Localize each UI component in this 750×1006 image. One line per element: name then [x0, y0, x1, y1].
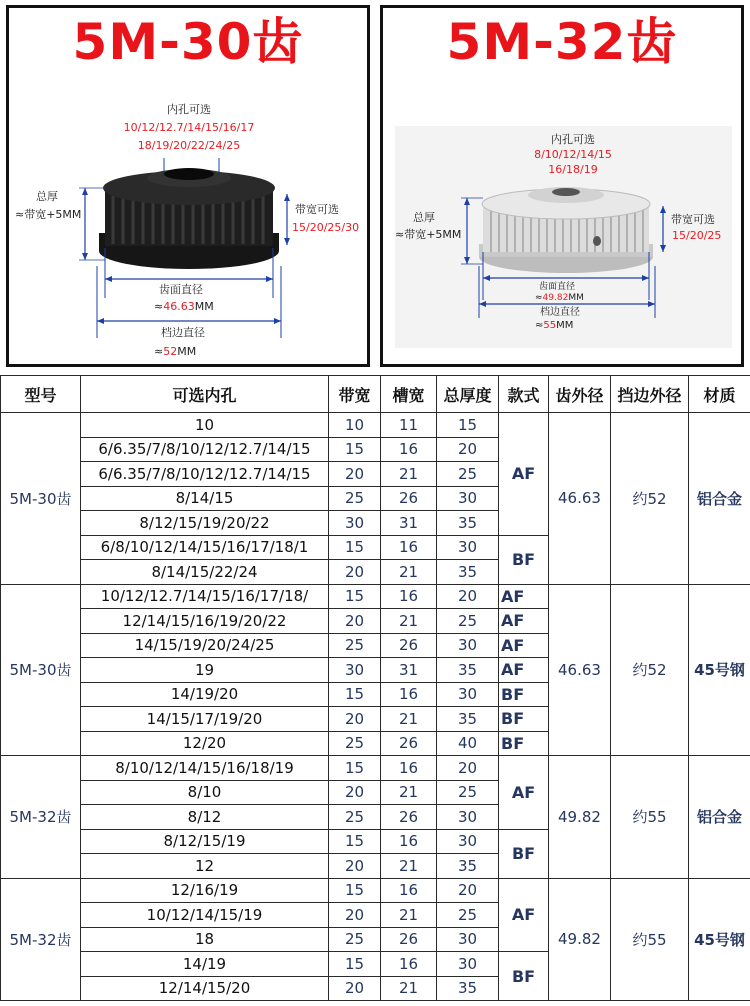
header-total-thickness: 总厚度 — [437, 376, 499, 413]
model-cell: 5M-30齿 — [1, 584, 81, 756]
thickness-cell: 30 — [437, 633, 499, 658]
thickness-cell: 20 — [437, 437, 499, 462]
header-tooth-od: 齿外径 — [549, 376, 611, 413]
style-cell: BF — [499, 829, 549, 878]
table-row — [1, 413, 750, 438]
spec-table — [0, 375, 750, 1001]
bore-line-1: 10/12/12.7/14/15/16/17 — [123, 121, 255, 134]
header-groove-width: 槽宽 — [381, 376, 437, 413]
bore-cell: 8/10/12/14/15/16/18/19 — [81, 756, 329, 781]
thickness-cell: 40 — [437, 731, 499, 756]
table-row — [1, 756, 750, 781]
groove-width-cell: 21 — [381, 560, 437, 585]
panel-title: 5M-32齿 — [446, 13, 678, 71]
tooth-od-cell: 49.82 — [549, 878, 611, 1001]
style-cell: BF — [499, 535, 549, 584]
style-cell: BF — [499, 731, 549, 756]
bore-line-2: 16/18/19 — [548, 163, 598, 176]
belt-width-cell: 20 — [329, 560, 381, 585]
belt-width-cell: 20 — [329, 976, 381, 1001]
tooth-dia-label: 齿面直径 — [159, 283, 203, 296]
belt-width-cell: 30 — [329, 511, 381, 536]
style-cell: AF — [499, 658, 549, 683]
header-model: 型号 — [1, 376, 81, 413]
thickness-cell: 30 — [437, 952, 499, 977]
groove-width-cell: 16 — [381, 829, 437, 854]
bore-cell: 8/10 — [81, 780, 329, 805]
bore-cell: 12/14/15/16/19/20/22 — [81, 609, 329, 634]
bore-heading: 内孔可选 — [551, 133, 595, 146]
model-cell: 5M-30齿 — [1, 413, 81, 585]
table-header-row — [1, 376, 750, 413]
material-cell: 铝合金 — [689, 413, 750, 585]
material-cell: 45号钢 — [689, 878, 750, 1001]
bore-line-2: 18/19/20/22/24/25 — [137, 139, 241, 152]
tooth-od-cell: 49.82 — [549, 756, 611, 879]
belt-width-cell: 15 — [329, 829, 381, 854]
belt-width-cell: 10 — [329, 413, 381, 438]
bore-cell: 14/19/20 — [81, 682, 329, 707]
flange-dia-value: ≈52MM — [154, 345, 197, 358]
belt-width-cell: 30 — [329, 658, 381, 683]
belt-width-cell: 15 — [329, 437, 381, 462]
belt-width-cell: 20 — [329, 854, 381, 879]
bore-cell: 8/14/15 — [81, 486, 329, 511]
thickness-cell: 35 — [437, 658, 499, 683]
style-cell: AF — [499, 584, 549, 609]
thickness-value: ≈带宽+5MM — [395, 228, 462, 241]
header-material: 材质 — [689, 376, 750, 413]
bore-cell: 10/12/12.7/14/15/16/17/18/ — [81, 584, 329, 609]
bore-cell: 19 — [81, 658, 329, 683]
tooth-od-cell: 46.63 — [549, 413, 611, 585]
bore-cell: 10/12/14/15/19 — [81, 903, 329, 928]
style-cell: BF — [499, 707, 549, 732]
header-bore: 可选内孔 — [81, 376, 329, 413]
groove-width-cell: 16 — [381, 437, 437, 462]
belt-width-cell: 20 — [329, 903, 381, 928]
material-cell: 铝合金 — [689, 756, 750, 879]
bore-cell: 6/6.35/7/8/10/12/12.7/14/15 — [81, 462, 329, 487]
thickness-cell: 35 — [437, 707, 499, 732]
style-cell: AF — [499, 413, 549, 536]
belt-width-cell: 20 — [329, 780, 381, 805]
thickness-cell: 20 — [437, 756, 499, 781]
bore-cell: 6/8/10/12/14/15/16/17/18/1 — [81, 535, 329, 560]
panel-title: 5M-30齿 — [72, 13, 304, 71]
style-cell: AF — [499, 609, 549, 634]
thickness-cell: 25 — [437, 780, 499, 805]
groove-width-cell: 16 — [381, 682, 437, 707]
bore-cell: 8/14/15/22/24 — [81, 560, 329, 585]
groove-width-cell: 26 — [381, 731, 437, 756]
groove-width-cell: 21 — [381, 903, 437, 928]
bore-line-1: 8/10/12/14/15 — [534, 148, 612, 161]
header-flange-od: 挡边外径 — [611, 376, 689, 413]
groove-width-cell: 21 — [381, 707, 437, 732]
width-value: 15/20/25/30 — [292, 221, 360, 234]
groove-width-cell: 31 — [381, 511, 437, 536]
thickness-cell: 25 — [437, 903, 499, 928]
belt-width-cell: 25 — [329, 805, 381, 830]
tooth-dia-value: ≈49.82MM — [535, 293, 584, 303]
table-row — [1, 878, 750, 903]
flange-od-cell: 约52 — [611, 584, 689, 756]
groove-width-cell: 21 — [381, 854, 437, 879]
bore-cell: 8/12/15/19 — [81, 829, 329, 854]
bore-cell: 6/6.35/7/8/10/12/12.7/14/15 — [81, 437, 329, 462]
header-belt-width: 带宽 — [329, 376, 381, 413]
groove-width-cell: 16 — [381, 584, 437, 609]
bore-cell: 18 — [81, 927, 329, 952]
groove-width-cell: 16 — [381, 756, 437, 781]
bore-cell: 14/19 — [81, 952, 329, 977]
thickness-cell: 30 — [437, 486, 499, 511]
style-cell: AF — [499, 756, 549, 830]
belt-width-cell: 15 — [329, 535, 381, 560]
belt-width-cell: 15 — [329, 756, 381, 781]
bore-cell: 12/14/15/20 — [81, 976, 329, 1001]
groove-width-cell: 16 — [381, 878, 437, 903]
thickness-label: 总厚 — [413, 211, 435, 224]
belt-width-cell: 25 — [329, 731, 381, 756]
tooth-od-cell: 46.63 — [549, 584, 611, 756]
flange-dia-label: 档边直径 — [161, 326, 205, 339]
width-label: 带宽可选 — [671, 213, 715, 226]
bore-cell: 8/12/15/19/20/22 — [81, 511, 329, 536]
groove-width-cell: 26 — [381, 633, 437, 658]
groove-width-cell: 21 — [381, 462, 437, 487]
thickness-cell: 30 — [437, 927, 499, 952]
groove-width-cell: 11 — [381, 413, 437, 438]
bore-cell: 12/20 — [81, 731, 329, 756]
groove-width-cell: 26 — [381, 927, 437, 952]
groove-width-cell: 26 — [381, 805, 437, 830]
thickness-cell: 35 — [437, 560, 499, 585]
belt-width-cell: 25 — [329, 486, 381, 511]
style-cell: AF — [499, 878, 549, 952]
width-value: 15/20/25 — [672, 229, 722, 242]
belt-width-cell: 25 — [329, 927, 381, 952]
belt-width-cell: 20 — [329, 707, 381, 732]
groove-width-cell: 16 — [381, 535, 437, 560]
groove-width-cell: 31 — [381, 658, 437, 683]
belt-width-cell: 15 — [329, 584, 381, 609]
bore-cell: 12/16/19 — [81, 878, 329, 903]
model-cell: 5M-32齿 — [1, 878, 81, 1001]
model-cell: 5M-32齿 — [1, 756, 81, 879]
groove-width-cell: 21 — [381, 780, 437, 805]
table-row — [1, 584, 750, 609]
thickness-cell: 35 — [437, 511, 499, 536]
thickness-cell: 15 — [437, 413, 499, 438]
belt-width-cell: 20 — [329, 609, 381, 634]
bore-cell: 14/15/19/20/24/25 — [81, 633, 329, 658]
groove-width-cell: 21 — [381, 609, 437, 634]
groove-width-cell: 16 — [381, 952, 437, 977]
flange-dia-value: ≈55MM — [535, 320, 574, 331]
flange-od-cell: 约52 — [611, 413, 689, 585]
groove-width-cell: 26 — [381, 486, 437, 511]
thickness-label: 总厚 — [36, 190, 58, 203]
thickness-cell: 20 — [437, 584, 499, 609]
bore-heading: 内孔可选 — [167, 103, 211, 116]
thickness-cell: 25 — [437, 609, 499, 634]
thickness-cell: 35 — [437, 854, 499, 879]
groove-width-cell: 21 — [381, 976, 437, 1001]
belt-width-cell: 15 — [329, 952, 381, 977]
belt-width-cell: 25 — [329, 633, 381, 658]
bore-cell: 14/15/17/19/20 — [81, 707, 329, 732]
tooth-dia-value: ≈46.63MM — [154, 300, 214, 313]
style-cell: BF — [499, 682, 549, 707]
flange-od-cell: 约55 — [611, 756, 689, 879]
bore-cell: 10 — [81, 413, 329, 438]
material-cell: 45号钢 — [689, 584, 750, 756]
bore-cell: 12 — [81, 854, 329, 879]
product-panel-5m-32 — [380, 5, 744, 367]
header-style: 款式 — [499, 376, 549, 413]
belt-width-cell: 15 — [329, 878, 381, 903]
width-label: 带宽可选 — [295, 203, 339, 216]
belt-width-cell: 15 — [329, 682, 381, 707]
flange-dia-label: 档边直径 — [540, 307, 580, 318]
thickness-cell: 20 — [437, 878, 499, 903]
thickness-cell: 30 — [437, 535, 499, 560]
flange-od-cell: 约55 — [611, 878, 689, 1001]
style-cell: AF — [499, 633, 549, 658]
thickness-cell: 25 — [437, 462, 499, 487]
thickness-cell: 35 — [437, 976, 499, 1001]
style-cell: BF — [499, 952, 549, 1001]
tooth-dia-label: 齿面直径 — [539, 282, 576, 292]
belt-width-cell: 20 — [329, 462, 381, 487]
thickness-value: ≈带宽+5MM — [15, 208, 82, 221]
bore-cell: 8/12 — [81, 805, 329, 830]
thickness-cell: 30 — [437, 805, 499, 830]
product-panel-5m-30 — [6, 5, 370, 367]
thickness-cell: 30 — [437, 682, 499, 707]
thickness-cell: 30 — [437, 829, 499, 854]
